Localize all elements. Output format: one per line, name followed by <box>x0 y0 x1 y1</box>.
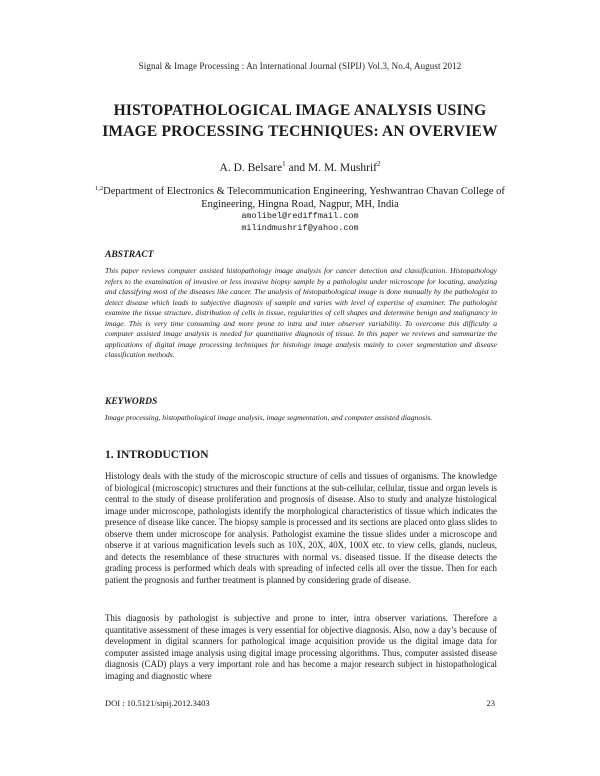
author-line <box>0 160 600 174</box>
author-name: M. M. Mushrif <box>307 162 377 174</box>
affiliation <box>90 182 510 211</box>
journal-header: Signal & Image Processing : An International Journal (SIPIJ) Vol.3, No.4, August 2012 <box>138 61 462 71</box>
affiliation-text: Department of Electronics & Telecommunication Engineering, Yeshwantrao Chavan College of Engineering, Hingna Road, Nagpur, MH, India <box>103 186 505 210</box>
author-superscript: 2 <box>376 160 381 168</box>
author-superscript: 1 <box>282 160 286 168</box>
email-address: amolibel@rediffmail.com <box>241 211 359 221</box>
introduction-paragraph: This diagnosis by pathologist is subjective and prone to inter, intra observer variations. Therefore a quantitative assessment of these images is very essential for objective diagnosis. Also, now a day’s because of development in digital scanners for pathological image acquisition provide us the digital image data for computer assisted image analysis using digital image processing algorithms. Thus, computer assisted disease diagnosis (CAD) plays a very important role and has become a major research subject in histopathological imaging and diagnostic where <box>105 613 497 681</box>
keywords-heading: KEYWORDS <box>105 397 158 407</box>
page-number: 23 <box>486 698 495 708</box>
paper-title: HISTOPATHOLOGICAL IMAGE ANALYSIS USING IMAGE PROCESSING TECHNIQUES: AN OVERVIEW <box>102 102 498 140</box>
introduction-heading: 1. INTRODUCTION <box>105 449 209 461</box>
introduction-paragraph: Histology deals with the study of the microscopic structure of cells and tissues of organisms. The knowledge of biological (microscopic) structures and their functions at the sub-cellular, cellular, tissue and organ levels is central to the study of disease proliferation and prognosis of disease. Also to study and analyze histological image under microscope, pathologists identify the morphological characteristics of tissue which indicates the presence of disease like cancer. The biopsy sample is processed and its sections are placed onto glass slides to observe them under microscope for analysis. Pathologist examine the tissue slides under a microscope and observe it at various magnification levels such as 10X, 20X, 40X, 100X etc. to view cells, glands, nucleus, and detects the resemblance of these structures with normal vs. diseased tissue. If the disease detects the grading process is performed which deals with spreading of infected cells all over the tissue. Then for each patient the prognosis and further treatment is planned by considering grade of disease. <box>105 471 497 585</box>
abstract-heading: ABSTRACT <box>105 250 154 260</box>
author-connector: and <box>285 162 308 174</box>
keywords-text: Image processing, histopathological image analysis, image segmentation, and computer assisted diagnosis. <box>105 413 433 422</box>
affiliation-superscript: 1,2 <box>95 185 104 192</box>
footer-doi: DOI : 10.5121/sipij.2012.3403 <box>105 698 210 708</box>
author-name: A. D. Belsare <box>219 162 283 174</box>
abstract-text: This paper reviews computer assisted histopathology image analysis for cancer detection and classification. Histopathology refers to the examination of invasive or less invasive biopsy sample by a pathologist under microscope for locating, analyzing and classifying most of the diseases like cancer. The analysis of histopathological image is done manually by the pathologist to detect disease which leads to subjective diagnosis of sample and varies with level of expertise of examiner. The pathologist examine the tissue structure, distribution of cells in tissue, regularities of cell shapes and determine benign and malignancy in image. This is very time consuming and more prone to intra and inter observer variability. To overcome this difficulty a computer assisted image analysis is needed for quantitative diagnosis of tissue. In this paper we reviews and summarize the applications of digital image processing techniques for histology image analysis mainly to cover segmentation and disease classification methods. <box>105 266 497 359</box>
email-address: milindmushrif@yahoo.com <box>241 223 359 233</box>
